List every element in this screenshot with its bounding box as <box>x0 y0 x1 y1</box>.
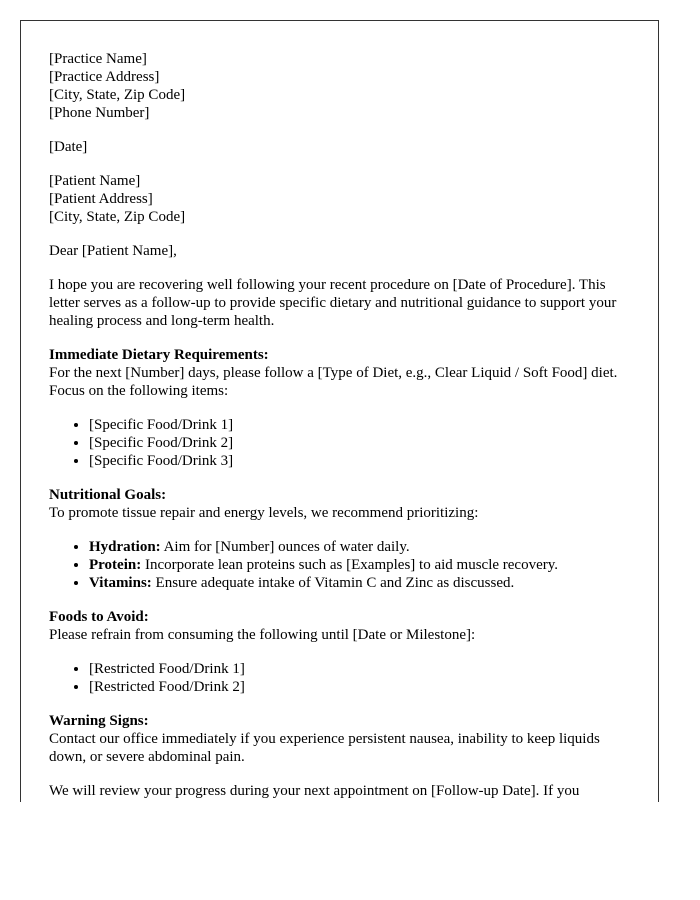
immediate-text: For the next [Number] days, please follow a [Type of Diet, e.g., Clear Liquid / Soft Food] diet. Focus on the following items: <box>49 365 618 399</box>
item-text: Aim for [Number] ounces of water daily. <box>160 539 410 555</box>
list-item: • [Specific Food/Drink 3] <box>89 452 630 470</box>
warning-section <box>49 712 630 766</box>
immediate-list <box>49 416 630 470</box>
patient-name: [Patient Name] <box>49 173 141 189</box>
letter-date: [Date] <box>49 139 88 155</box>
list-item: • [Restricted Food/Drink 1] <box>89 660 630 678</box>
avoid-text: Please refrain from consuming the following until [Date or Milestone]: <box>49 627 476 643</box>
avoid-heading: Foods to Avoid: <box>49 609 149 625</box>
letter-page <box>20 20 659 802</box>
item-text: Incorporate lean proteins such as [Examples] to aid muscle recovery. <box>141 557 559 573</box>
goals-text: To promote tissue repair and energy levels, we recommend prioritizing: <box>49 505 479 521</box>
patient-address: [Patient Address] <box>49 191 153 207</box>
goals-section <box>49 486 630 522</box>
avoid-list <box>49 660 630 696</box>
practice-name: [Practice Name] <box>49 51 147 67</box>
recipient-block <box>49 172 630 226</box>
list-item <box>89 574 630 592</box>
immediate-section <box>49 346 630 400</box>
item-label: Hydration: <box>89 539 161 555</box>
immediate-heading: Immediate Dietary Requirements: <box>49 347 269 363</box>
list-item <box>89 556 630 574</box>
list-item <box>89 538 630 556</box>
list-item: • [Restricted Food/Drink 2] <box>89 678 630 696</box>
sender-block <box>49 50 630 122</box>
patient-city: [City, State, Zip Code] <box>49 209 186 225</box>
item-label: Protein: <box>89 557 142 573</box>
practice-city: [City, State, Zip Code] <box>49 87 186 103</box>
practice-address: [Practice Address] <box>49 69 160 85</box>
warning-heading: Warning Signs: <box>49 713 149 729</box>
intro-paragraph: I hope you are recovering well following your recent procedure on [Date of Procedure]. This letter serves as a follow-up to provide specific dietary and nutritional guidance to support your healing process and long-term health. <box>49 277 617 329</box>
item-label: Vitamins: <box>89 575 152 591</box>
list-item: • [Specific Food/Drink 2] <box>89 434 630 452</box>
practice-phone: [Phone Number] <box>49 105 150 121</box>
goals-list <box>49 538 630 592</box>
closing-paragraph: We will review your progress during your next appointment on [Follow-up Date]. If you <box>49 783 580 799</box>
salutation: Dear [Patient Name], <box>49 243 177 259</box>
warning-text: Contact our office immediately if you experience persistent nausea, inability to keep liquids down, or severe abdominal pain. <box>49 731 600 765</box>
avoid-section <box>49 608 630 644</box>
goals-heading: Nutritional Goals: <box>49 487 167 503</box>
item-text: Ensure adequate intake of Vitamin C and Zinc as discussed. <box>151 575 515 591</box>
list-item: • [Specific Food/Drink 1] <box>89 416 630 434</box>
